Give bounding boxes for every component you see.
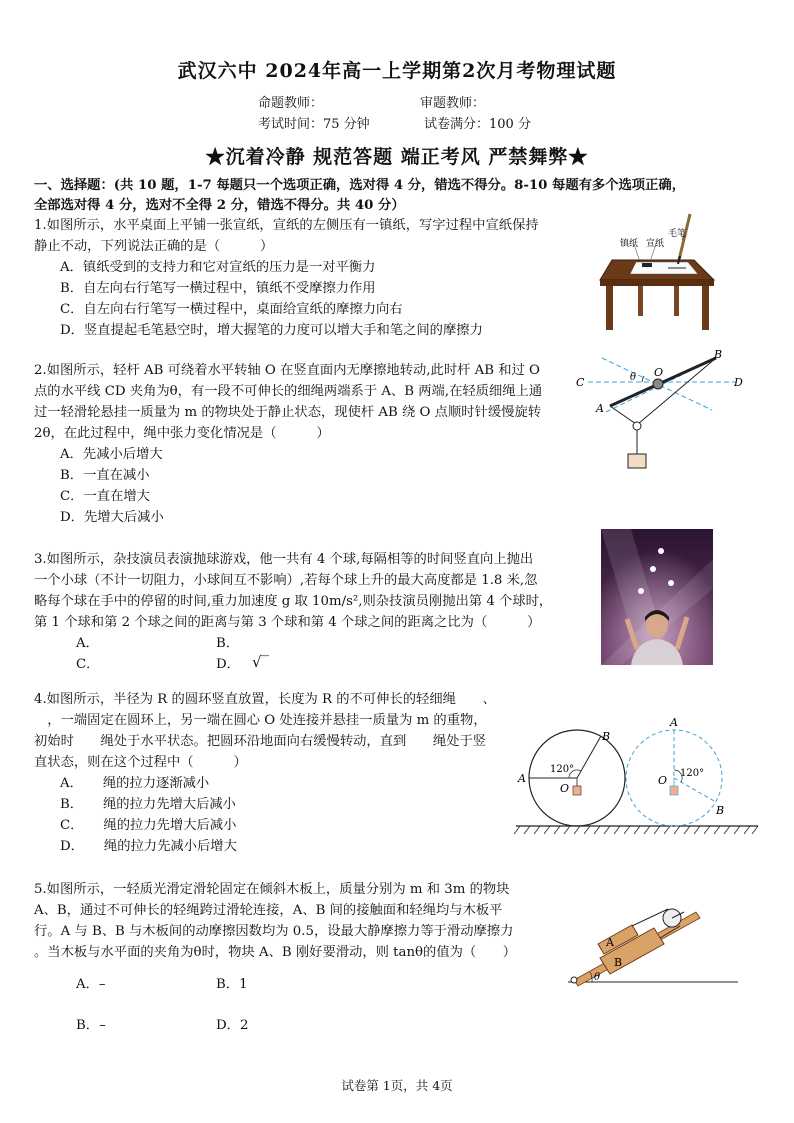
q5-label-b: B bbox=[614, 956, 623, 969]
q3-sqrt-symbol: √‾ bbox=[252, 653, 270, 671]
q5-line4: 。当木板与水平面的夹角为θ时，物块 A、B 刚好要滑动，则 tanθ的值为（ ） bbox=[34, 945, 517, 960]
exam-motto: ★沉着冷静 规范答题 端正考风 严禁舞弊★ bbox=[205, 146, 589, 168]
section-heading-line1: 一、选择题：(共 10 题，1-7 每题只一个选项正确，选对得 4 分，错选不得分。8-10 每题有多个选项正确， bbox=[34, 178, 685, 193]
q4-line3: 初始时 绳处于水平状态。把圆环沿地面向右缓慢转动，直到 绳处于竖 bbox=[34, 734, 487, 749]
q5-line3: 行。A 与 B、B 与木板间的动摩擦因数均为 0.5，设最大静摩擦力等于滑动摩擦力 bbox=[34, 924, 514, 939]
q4-label-o2: O bbox=[658, 774, 668, 787]
q2-line4: 2θ，在此过程中，绳中张力变化情况是（ ） bbox=[34, 426, 330, 441]
q5-label-a: A bbox=[606, 936, 614, 949]
q4-ring-figure bbox=[512, 714, 762, 838]
q5-incline-figure bbox=[562, 888, 742, 988]
q2-option-d: D．先增大后减小 bbox=[60, 510, 164, 525]
q2-line1: 2.如图所示，轻杆 AB 可绕着水平转轴 O 在竖直面内无摩擦地转动,此时杆 AB 和过 O bbox=[34, 363, 540, 378]
label-brush: 毛笔 bbox=[668, 229, 687, 239]
page-footer: 试卷第 1页，共 4页 bbox=[341, 1078, 453, 1093]
reviewer-label: 审题教师： bbox=[420, 96, 486, 111]
q4-label-a1: A bbox=[518, 772, 526, 785]
q4-option-d: D． 绳的拉力先减小后增大 bbox=[60, 839, 237, 854]
q1-option-d: D．竖直提起毛笔悬空时，增大握笔的力度可以增大手和笔之间的摩擦力 bbox=[60, 323, 483, 338]
juggler-photo-image bbox=[601, 529, 713, 665]
label-weight: 镇纸 bbox=[620, 239, 639, 249]
q4-option-a: A． 绳的拉力逐渐减小 bbox=[60, 776, 210, 791]
q4-label-b1: B bbox=[602, 730, 611, 743]
q1-desk-figure bbox=[598, 210, 728, 340]
q1-option-a: A．镇纸受到的支持力和它对宣纸的压力是一对平衡力 bbox=[60, 260, 376, 275]
exam-time: 考试时间：75 分钟 bbox=[258, 117, 370, 132]
q5-option-d: D．2 bbox=[216, 1018, 249, 1033]
q5-line2: A、B，通过不可伸长的轻绳跨过滑轮连接，A、B 间的接触面和轻绳均与木板平 bbox=[34, 903, 503, 918]
q4-line2: ，一端固定在圆环上，另一端在圆心 O 处连接并悬挂一质量为 m 的重物， bbox=[34, 713, 487, 728]
q4-option-c: C． 绳的拉力先增大后减小 bbox=[60, 818, 237, 833]
section-heading-line2: 全部选对得 4 分，选对不全得 2 分，错选不得分。共 40 分） bbox=[34, 198, 405, 213]
q3-line3: 略每个球在手中的停留的时间,重力加速度 g 取 10m/s²,则杂技演员刚抛出第 4 个球时， bbox=[34, 594, 553, 609]
q1-option-c: C．自左向右行笔写一横过程中，桌面给宣纸的摩擦力向右 bbox=[60, 302, 403, 317]
q4-angle2: 120° bbox=[680, 768, 705, 779]
q5-option-c: B．– bbox=[76, 1018, 106, 1033]
q1-line2: 静止不动，下列说法正确的是（ ） bbox=[34, 239, 274, 254]
q3-line4: 第 1 个球和第 2 个球之间的距离与第 3 个球和第 4 个球之间的距离之比为（ ） bbox=[34, 615, 541, 630]
q2-option-a: A．先减小后增大 bbox=[60, 447, 163, 462]
label-paper: 宣纸 bbox=[646, 239, 665, 249]
q4-label-b2: B bbox=[716, 804, 725, 817]
q5-option-a: A．– bbox=[76, 977, 106, 992]
q3-option-c: C． bbox=[76, 657, 100, 672]
q4-option-b: B． 绳的拉力先增大后减小 bbox=[60, 797, 236, 812]
q3-option-d: D． bbox=[216, 657, 240, 672]
q2-rod-pulley-figure bbox=[572, 348, 750, 478]
q3-option-a: A． bbox=[76, 636, 99, 651]
q1-line1: 1.如图所示，水平桌面上平铺一张宣纸，宣纸的左侧压有一镇纸，写字过程中宣纸保持 bbox=[34, 218, 539, 233]
q5-option-b: B．1 bbox=[216, 977, 248, 992]
q3-line1: 3.如图所示，杂技演员表演抛球游戏，他一共有 4 个球,每隔相等的时间竖直向上抛出 bbox=[34, 552, 534, 567]
exam-score: 试卷满分：100 分 bbox=[424, 117, 531, 132]
q4-line1: 4.如图所示，半径为 R 的圆环竖直放置，长度为 R 的不可伸长的轻细绳 、 bbox=[34, 692, 496, 707]
q1-option-b: B．自左向右行笔写一横过程中，镇纸不受摩擦力作用 bbox=[60, 281, 376, 296]
q2-option-c: C．一直在增大 bbox=[60, 489, 150, 504]
label-o: O bbox=[654, 366, 664, 379]
q2-line2: 点的水平线 CD 夹角为θ，有一段不可伸长的细绳两端系于 A、B 两端,在轻质细绳上通 bbox=[34, 384, 543, 399]
q4-angle1: 120° bbox=[550, 764, 575, 775]
q4-line4: 直状态，则在这个过程中（ ） bbox=[34, 755, 247, 770]
author-label: 命题教师： bbox=[258, 96, 324, 111]
q4-label-o1: O bbox=[560, 782, 570, 795]
label-theta: θ bbox=[630, 372, 637, 383]
page-title: 武汉六中 2024年高一上学期第2次月考物理试题 bbox=[177, 60, 617, 82]
q2-line3: 过一轻滑轮悬挂一质量为 m 的物块处于静止状态，现使杆 AB 绕 O 点顺时针缓慢旋转 bbox=[34, 405, 542, 420]
q3-option-b: B． bbox=[216, 636, 240, 651]
label-d: D bbox=[734, 376, 743, 389]
juggler-photo bbox=[601, 529, 713, 665]
q3-line2: 一个小球（不计一切阻力，小球间互不影响）,若每个球上升的最大高度都是 1.8 米,忽 bbox=[34, 573, 538, 588]
q2-option-b: B．一直在减小 bbox=[60, 468, 150, 483]
label-c: C bbox=[576, 376, 585, 389]
q5-label-theta: θ bbox=[594, 972, 601, 983]
label-a: A bbox=[596, 402, 604, 415]
label-b: B bbox=[714, 348, 723, 361]
q4-label-a2: A bbox=[670, 716, 678, 729]
q5-line1: 5.如图所示，一轻质光滑定滑轮固定在倾斜木板上，质量分别为 m 和 3m 的物块 bbox=[34, 882, 510, 897]
